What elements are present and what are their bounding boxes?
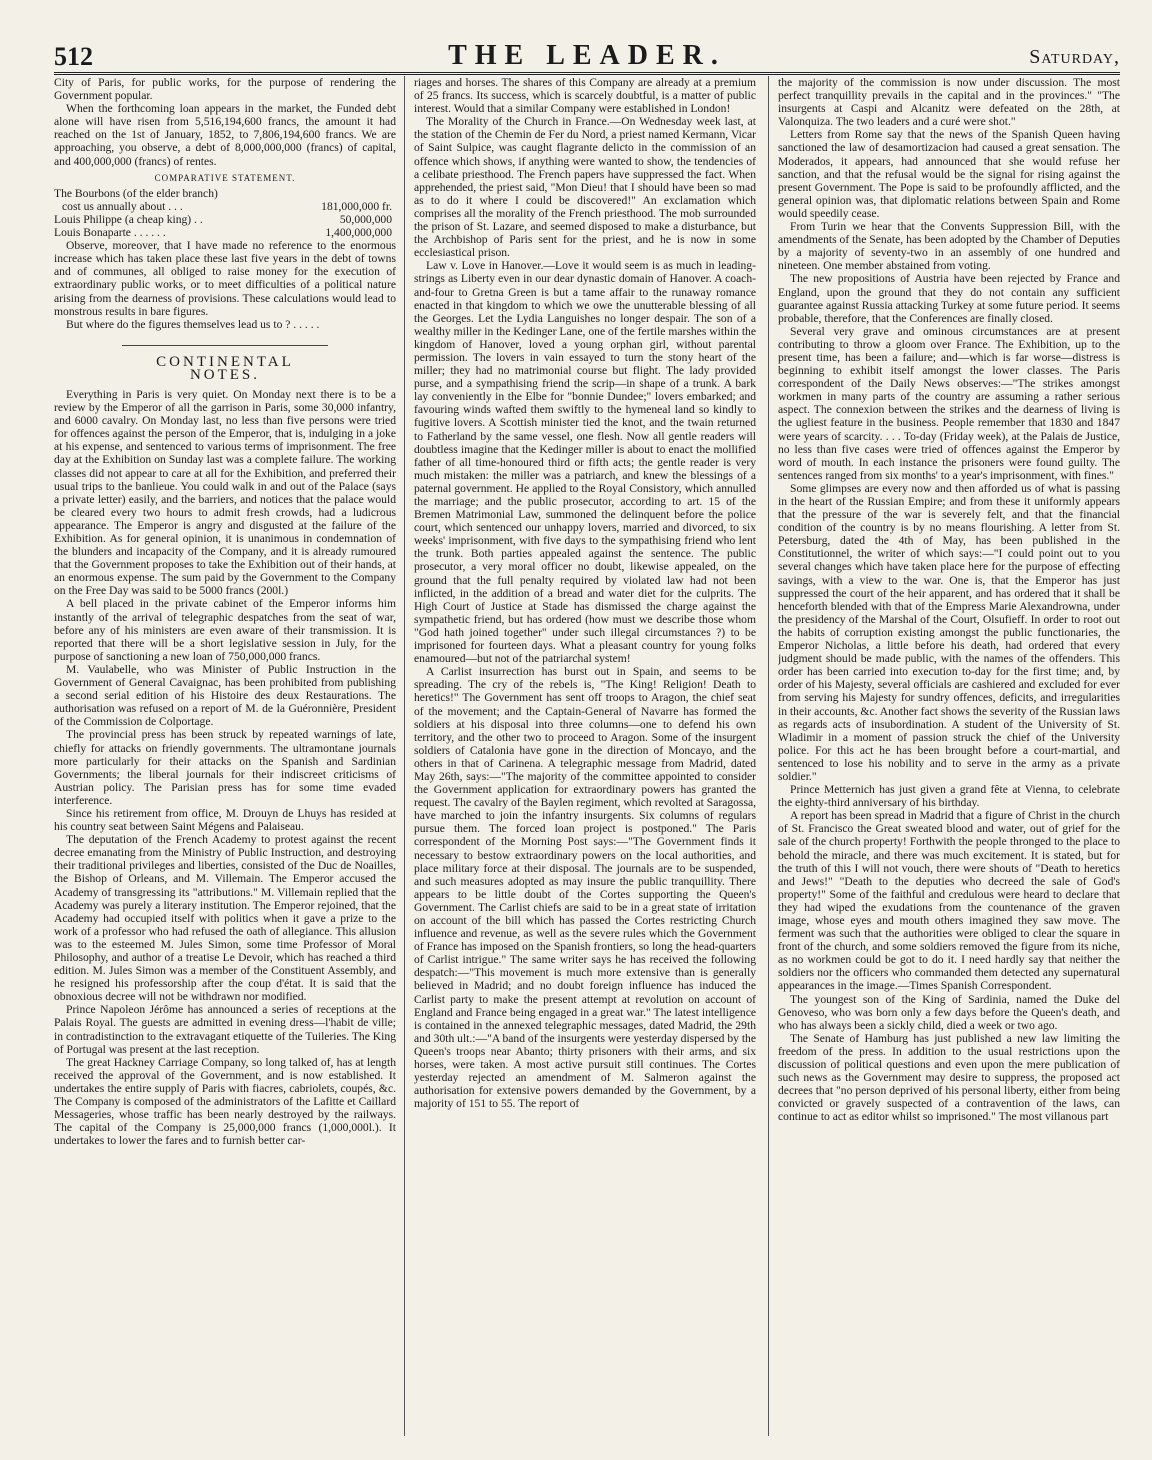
paragraph: Several very grave and ominous circumstances are at present contributing to throw a gloom over France. The Exhibition, up to the present time, has been a failure; and—which is far worse—distress is beginning to exhibit itself amongst the lower classes. The Paris correspondent of the Daily News observes:—"The strikes amongst workmen in many parts of the country are assuming a rather serious aspect. The connexion between the strikes and the dearness of living is the ugliest feature in the business. People remember that 1830 and 1847 were years of scarcity. . . . To-day (Friday week), at the Palais de Justice, no less than five cases were tried of offences against the Emperor by word of mouth. In each instance the prisoners were found guilty. The sentences ranged from six months' to a year's imprisonment, with fines." [778,324,1120,482]
paragraph: Observe, moreover, that I have made no reference to the enormous increase which has taken place these last five years in the debt of towns and of communes, all obliged to raise money for the execution of extraordinary public works, or to meet difficulties of a political nature arising from the dearness of provisions. These calculations would lead to monstrous results in bare figures. [54,239,396,318]
statement-label: Louis Bonaparte . . . . . . [54,226,166,240]
column-3 [778,76,1120,1436]
paragraph: The provincial press has been struck by repeated warnings of late, chiefly for attacks on friendly governments. The ultramontane journals more particularly for their attacks on the Spanish and Sardinian Governments; the liberal journals for their indiscreet criticisms of Austrian policy. The Parisian press has for some time evaded interference. [54,728,396,807]
statement-label: Louis Philippe (a cheap king) . . [54,212,203,226]
paragraph: Everything in Paris is very quiet. On Monday next there is to be a review by the Emperor of all the garrison in Paris, some 30,000 infantry, and 6000 cavalry. On Monday last, no less than five persons were tried for offences against the person of the Emperor, that is, indulging in a joke at his expense, and sentenced to various terms of imprisonment. The free day at the Exhibition on Sunday last was a complete failure. The working classes did not appear to care at all for the Exhibition, and preferred their usual trips to the banlieue. You could walk in and out of the Palace (says a private letter) easily, and the barriers, and notices that the palace would be cleared every two hours to admit fresh crowds, had a ludicrous appearance. The Emperor is angry and disgusted at the failure of the Exhibition. As for general opinion, it is unanimous in condemnation of the blunders and incapacity of the Company, and it is already rumoured that the Government proposes to take the Exhibition out of their hands, at an enormous expense. The sum paid by the Government to the Company on the Free Day was said to be 5000 francs (200l.) [54,387,396,598]
statement-amount: 50,000,000 [339,212,392,226]
statement-amount: 1,400,000,000 [325,226,392,240]
paragraph: From Turin we hear that the Convents Suppression Bill, with the amendments of the Senate, has been adopted by the Chamber of Deputies by a majority of seventy-two in an assembly of one hundred and nineteen. One member abstained from voting. [778,220,1120,273]
column-2 [414,76,756,1436]
paragraph: A Carlist insurrection has burst out in Spain, and seems to be spreading. The cry of the rebels is, "The King! Religion! Death to heretics!" The Government has sent off troops to Aragon, the chief seat of the movement; and the Captain-General of Navarre has formed the soldiers at his disposal into three columns—one to defend his own territory, and the other two to proceed to Aragon. Some of the insurgent soldiers of Catalonia have gone in the direction of Moncayo, and the others in that of Carinena. A telegraphic message from Madrid, dated May 26th, says:—"The majority of the committee appointed to consider the Government application for extraordinary powers has granted the request. The cavalry of the Baylen regiment, which revolted at Saragossa, have marched to join the infantry insurgents. Six columns of regulars pursue them. The forced loan project is postponed." The Paris correspondent of the Morning Post says:—"The Government finds it necessary to bestow extraordinary powers on the local authorities, and place military force at their disposal. The journals are to be suspended, and such measures adopted as may insure the public tranquillity. There appears to be little doubt of the Cortes supporting the Queen's Government. The Carlist chiefs are said to be in a great state of irritation on account of the bill which has passed the Cortes restricting Church influence and revenue, as well as the severe rules which the Government of France has imposed on the Spanish frontiers, so long the head-quarters of Carlist intrigue." The same writer says he has received the following despatch:—"This movement is much more extensive than is generally believed in Madrid; and no doubt foreign influence has induced the Carlist party to make the present attempt at revolution on account of England and France being engaged in a great war." The latest intelligence is contained in the annexed telegraphic messages, dated Madrid, the 29th and 30th ult.:—"A band of the insurgents were yesterday dispersed by the Queen's troops near Abanto; thirty prisoners with their arms, and six horses, were taken. A most active pursuit still continues. The Cortes yesterday rejected an amendment of M. Salmeron against the authorisation for extensive powers demanded by the Government, by a majority of 151 to 55. The report of [414,665,756,1111]
table-row [54,200,396,213]
table-row [54,187,396,200]
paragraph: The great Hackney Carriage Company, so long talked of, has at length received the approval of the Government, and is now established. It undertakes the entire supply of Paris with fiacres, cabriolets, coupés, &c. The Company is composed of the administrators of the Lafitte et Caillard Messageries, whose traffic has been nearly destroyed by the railways. The capital of the Company is 25,000,000 francs (1,000,000l.). It undertakes to lower the fares and to furnish better car- [54,1055,396,1148]
paragraph: Prince Napoleon Jérôme has announced a series of receptions at the Palais Royal. The guests are admitted in evening dress—l'habit de ville; in contradistinction to the extravagant etiquette of the Tuileries. The King of Portugal was present at the last reception. [54,1003,396,1056]
section-heading: CONTINENTAL NOTES. [122,345,327,382]
column-rule [404,76,405,1436]
paragraph: The new propositions of Austria have been rejected by France and England, upon the ground that they do not contain any sufficient guarantee against Russia attacking Turkey at some future period. It seems probable, therefore, that the Conferences are finally closed. [778,272,1120,325]
masthead [54,40,1120,75]
paragraph: Some glimpses are every now and then afforded us of what is passing in the heart of the Russian Empire; and from these it uniformly appears that the pressure of the war is severely felt, and that the financial condition of the country is by no means flourishing. A letter from St. Petersburg, dated the 4th of May, has been published in the Constitutionnel, the writer of which says:—"I could point out to you several changes which have taken place here for the purpose of effecting savings, with a view to the war. One is, that the Emperor has just suppressed the court of the heir apparent, and has ordered that it shall be henceforth blended with that of the Empress Marie Alexandrowna, under the presidency of the Marshal of the Court, Olsufieff. In order to root out the habits of corruption existing amongst the public functionaries, the Emperor Nicholas, a little before his death, had ordered that every judgment should be made public, with the names of the offenders. This order has been carried into execution to-day for the first time; and, by order of his Majesty, several officials are cashiered and excluded for ever from serving his Majesty for sundry offences, deficits, and irregularities in their accounts, &c. Another fact shows the severity of the Russian laws as regards acts of insubordination. A student of the University of St. Wladimir in a moment of passion struck the chief of the University police. For this act he has been brought before a court-martial, and sentenced to lose his nobility and to serve in the army as a private soldier." [778,481,1120,783]
paragraph: Law v. Love in Hanover.—Love it would seem is as much in leading-strings as Liberty even in our dear dynastic domain of Hanover. A coach-and-four to Gretna Green is but a tame affair to the runaway romance enacted in that kingdom to which we owe the unutterable blessing of all the Georges. Let the Lydia Languishes no longer despair. The son of a wealthy miller in the Kedinger Lane, one of the fertile marshes within the kingdom of Hanover, loved a young orphan girl, without parental permission. The lovers in vain essayed to turn the stony heart of the miller; they had no matrimonial course but flight. The lady provided purse, and a sympathising friend the scrip—in shape of a trunk. A bark lay conveniently in the Elbe for "bonnie Dundee;" lovers embarked; and favouring winds wafted them swiftly to the hymeneal land so kindly to fugitive lovers. A Scottish minister tied the knot, and the twain returned to Fatherland by the same vessel, one flesh. Now all gentle readers will doubtless imagine that the Kedinger miller is about to enact the mollified father of all time-honoured third or fifth acts; the gentle reader is very much mistaken: the miller was a patriarch, and knew the blessings of a paternal government. He applied to the Royal Consistory, which annulled the marriage; and the public prosecutor, according to art. 15 of the Bremen Matrimonial Law, summoned the delinquent before the police court, which sentenced our unhappy lovers, married and divorced, to six weeks' imprisonment, with five days to the sympathising friend who lent the trunk. Both parties appealed against the sentence. The public prosecutor, a very moral officer no doubt, likewise appealed, on the ground that the full penalty required by violated law had not been inflicted, in the addition of a bread and water diet for the culprits. The High Court of Justice at Stade has dismissed the charge against the sympathetic friend, but has ordered (how must we describe those whom "God hath joined together" under such illegal circumstances ?) to be imprisoned for fourteen days. What a pleasant country for young folks enamoured—but not of the patriarchal system! [414,259,756,666]
statement-amount: 181,000,000 fr. [321,199,392,213]
statement-label: cost us annually about . . . [62,199,183,213]
newspaper-page [54,40,1120,1440]
page-number: 512 [54,42,93,71]
paragraph: But where do the figures themselves lead us to ? . . . . . [66,317,320,331]
paragraph: the majority of the commission is now under discussion. The most perfect tranquillity prevails in the capital and in the provinces." "The insurgents at Caspi and Alcanitz were defeated on the 28th, at Valonquiza. The two leaders and a curé were shot." [778,76,1120,129]
paragraph: Prince Metternich has just given a grand fête at Vienna, to celebrate the eighty-third anniversary of his birthday. [778,783,1120,810]
table-row [54,213,396,226]
paragraph: The youngest son of the King of Sardinia, named the Duke del Genoveso, who was born only a few days before the Queen's death, and who has always been a sickly child, died a week or two ago. [778,992,1120,1032]
newspaper-title: THE LEADER. [448,40,726,71]
statement-heading: COMPARATIVE STATEMENT. [154,172,296,183]
paragraph: The Morality of the Church in France.—On Wednesday week last, at the station of the Chemin de Fer du Nord, a priest named Kermann, Vicar of Saint Sulpice, was caught flagrante delicto in the commission of an offence which shows, if anything were wanted to show, the tendencies of a celibate priesthood. The French papers have suppressed the fact. When apprehended, the priest said, "Mon Dieu! that I should have been so mad as to do it where I could be discovered!" An exclamation which comprises all the morality of the French priesthood. The mob surrounded the prison of St. Lazare, and seemed disposed to make a disturbance, but the Archbishop of Paris sent for the priest, and he is now in some ecclesiastical prison. [414,115,756,260]
paragraph: When the forthcoming loan appears in the market, the Funded debt alone will have risen from 5,516,194,600 francs, the amount it had reached on the 1st of January, 1852, to 7,806,194,600 francs. We are approaching, you observe, a debt of 8,000,000,000 (francs) of capital, and 400,000,000 (francs) of rentes. [54,102,396,168]
page-day: Saturday, [1029,46,1120,68]
paragraph: M. Vaulabelle, who was Minister of Public Instruction in the Government of General Cavaignac, has been prohibited from publishing a second serial edition of his Histoire des deux Restaurations. The authorisation was refused on a report of M. de la Guéronnière, President of the Commission de Colportage. [54,662,396,729]
column-rule [768,76,769,1436]
paragraph: The deputation of the French Academy to protest against the recent decree emanating from the Ministry of Public Instruction, and destroying their traditional privileges and liberties, consisted of the Duc de Noailles, the Bishop of Orleans, and M. Villemain. The Emperor accused the Academy of transgressing its "attributions." M. Villemain replied that the Academy was purely a literary institution. The Emperor rejoined, that the Academy had occupied itself with politics when it gave a prize to the work of a professor who had refused the oath of allegiance. This allusion was to the esteemed M. Jules Simon, some time Professor of Moral Philosophy, and author of a treatise Le Devoir, which has reached a third edition. M. Jules Simon was a member of the Constituent Assembly, and he resigned his professorship after the coup d'état. It is said that the obnoxious decree will not be withdrawn nor modified. [54,833,396,1004]
table-row [54,226,396,239]
statement-amount [289,187,396,200]
paragraph: A bell placed in the private cabinet of the Emperor informs him instantly of the arrival of telegraphic despatches from the seat of war, before any of his ministers are even aware of their transmission. It is reported that there will be a short legislative session in July, for the purpose of sanctioning a new loan of 750,000,000 francs. [54,597,396,663]
column-1 [54,76,396,1436]
statement-label: The Bourbons (of the elder branch) [54,186,218,200]
paragraph: The Senate of Hamburg has just published a new law limiting the freedom of the press. In addition to the usual restrictions upon the discussion of political questions and even upon the mere publication of such news as the Government may desire to suppress, the proposed act decrees that "no person deprived of his personal liberty, either from being convicted or gravely suspected of a contravention of the laws, can continue to act as editor whilst so imprisoned." The most villanous part [778,1031,1120,1124]
comparative-statement-table [54,187,396,239]
paragraph: A report has been spread in Madrid that a figure of Christ in the church of St. Francisco the Great sweated blood and water, out of grief for the sale of the church property! Forthwith the people thronged to the place to behold the miracle, and there was much excitement. It is stated, but for the truth of this I will not vouch, there were shouts of "Death to heretics and Jews!" "Death to the deputies who decreed the sale of God's property!" Some of the faithful and credulous were heard to declare that they had wiped the exudations from the countenance of the graven image, whose eyes and mouth others imagined they saw move. The ferment was such that the authorities were obliged to clear the square in front of the church, and some soldiers removed the figure from its niche, as no workmen could be got to do it. I need hardly say that neither the soldiers nor the officers who commanded them detected any supernatural appearances in the image.—Times Spanish Correspondent. [778,809,1120,993]
paragraph: Letters from Rome say that the news of the Spanish Queen having sanctioned the law of desamortizacion had caused a great sensation. The Moderados, it appears, had announced that she would refuse her sanction, and that the refusal would be the signal for rising against the present Government. The Pope is said to be profoundly afflicted, and the general opinion was, that diplomatic relations between Spain and Rome would speedily cease. [778,128,1120,220]
paragraph: riages and horses. The shares of this Company are already at a premium of 25 francs. Its success, which is scarcely doubtful, is a matter of public interest. Would that a similar Company were established in London! [414,76,756,116]
paragraph: Since his retirement from office, M. Drouyn de Lhuys has resided at his country seat between Saint Mégens and Palaiseau. [54,806,396,834]
paragraph: City of Paris, for public works, for the purpose of rendering the Government popular. [54,76,396,103]
